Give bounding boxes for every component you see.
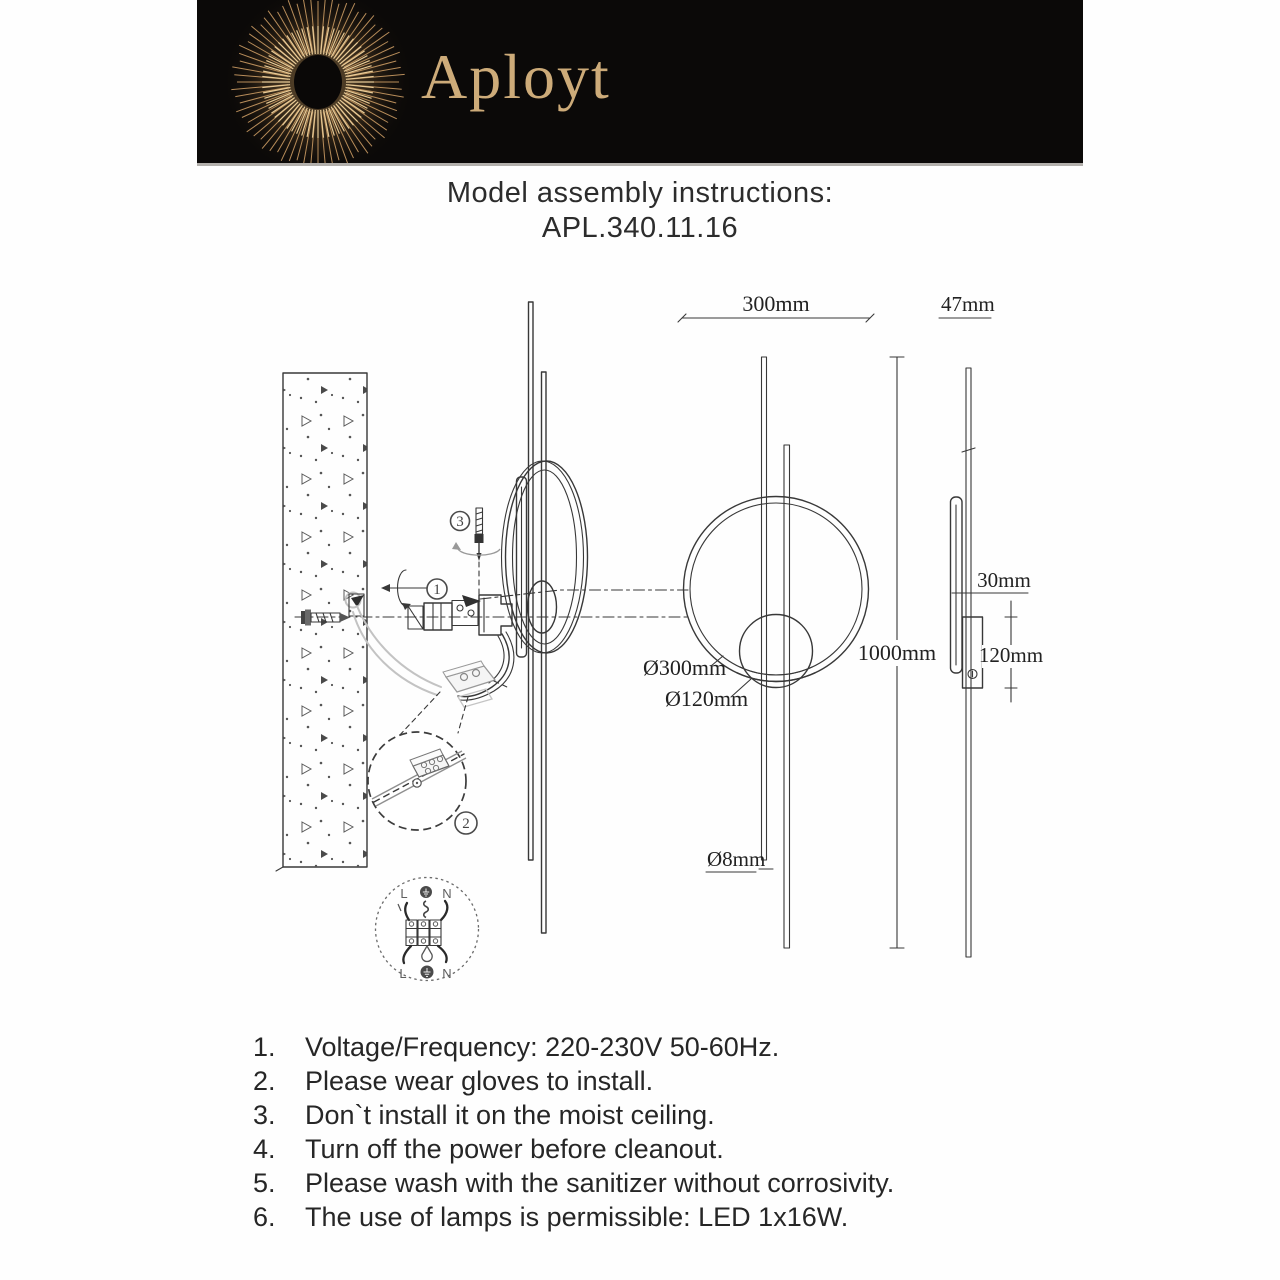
item-text: The use of lamps is permissible: LED 1x16W.: [305, 1202, 849, 1232]
rod-short-front: [784, 445, 790, 948]
terminal-top-right-label: N: [442, 886, 452, 901]
item-text: Voltage/Frequency: 220-230V 50-60Hz.: [305, 1032, 780, 1062]
rod-long-front: [762, 357, 767, 860]
brand-logo-text: Aployt: [421, 41, 611, 112]
page-title: Model assembly instructions:: [446, 177, 834, 209]
item-number: 1.: [253, 1032, 276, 1062]
list-item: [253, 1132, 894, 1166]
ball-front: [740, 615, 813, 688]
dim-depth: 47mm: [941, 292, 995, 316]
item-text: Please wear gloves to install.: [305, 1066, 654, 1096]
dim-top-width: 300mm: [742, 291, 810, 316]
callout-3: [451, 512, 470, 531]
side-view: [939, 292, 1043, 957]
dim-ball-diameter: Ø120mm: [665, 686, 749, 711]
callout-1: [427, 579, 447, 599]
ring-front: [684, 497, 869, 682]
item-number: 3.: [253, 1100, 276, 1130]
list-item: [253, 1098, 894, 1132]
callout-3-label: 3: [456, 514, 464, 530]
item-text: Turn off the power before cleanout.: [305, 1134, 724, 1164]
earth-ground-icon: [421, 966, 434, 979]
dim-total-height: 1000mm: [857, 640, 937, 665]
terminal-bottom-left-label: L: [399, 966, 407, 981]
rotate-arrow: [381, 570, 429, 610]
rod-side-view: [966, 368, 971, 957]
terminal-wiring-bubble: [376, 878, 479, 982]
callout-1-label: 1: [433, 582, 441, 598]
instructions-list: [253, 1030, 894, 1234]
item-text: Please wash with the sanitizer without corrosivity.: [305, 1168, 895, 1198]
callout-2-label: 2: [462, 816, 470, 832]
connector-assembly: [408, 595, 512, 635]
item-number: 2.: [253, 1066, 276, 1096]
rod-long-side: [529, 302, 534, 860]
callout-2: [455, 812, 477, 834]
front-view: [643, 291, 936, 948]
earth-ground-icon: [420, 886, 432, 898]
dim-rod-diameter: Ø8mm: [707, 847, 766, 871]
item-number: 4.: [253, 1134, 276, 1164]
item-number: 5.: [253, 1168, 276, 1198]
list-item: [253, 1030, 894, 1064]
terminal-bottom-right-label: N: [442, 966, 452, 981]
terminal-top-left-label: L: [400, 886, 408, 901]
wiring-detail-bubble: [368, 732, 477, 834]
dim-bracket-height: 120mm: [978, 643, 1044, 667]
list-item: [253, 1064, 894, 1098]
list-item: [253, 1200, 894, 1234]
item-number: 6.: [253, 1202, 276, 1232]
dim-wall-offset: 30mm: [977, 568, 1031, 592]
item-text: Don`t install it on the moist ceiling.: [305, 1100, 715, 1130]
model-number: APL.340.11.16: [541, 212, 739, 244]
list-item: [253, 1166, 894, 1200]
dim-ring-diameter: Ø300mm: [643, 655, 727, 680]
